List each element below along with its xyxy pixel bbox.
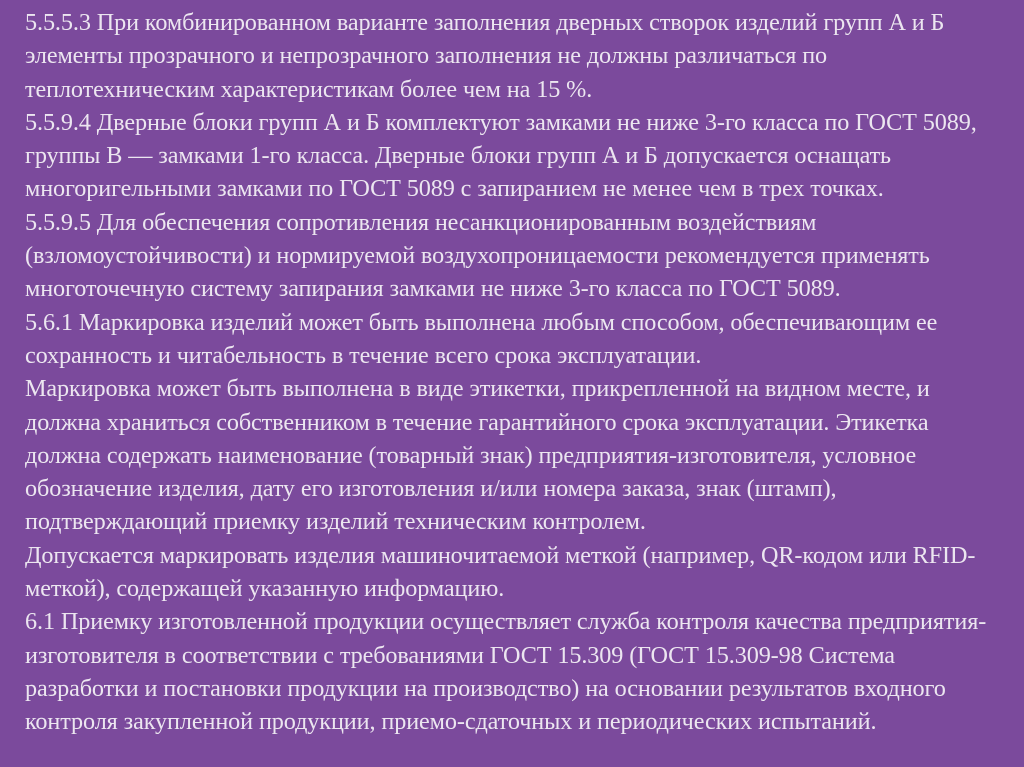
paragraph-5-5-9-4: 5.5.9.4 Дверные блоки групп А и Б комплектуют замками не ниже 3-го класса по ГОСТ 5089, группы В — замками 1-го класса. Дверные блоки групп А и Б допускается оснащать многоригельными замками по ГОСТ 5089 с запиранием не менее чем в трех точках. <box>25 108 977 203</box>
paragraph-6-1: 6.1 Приемку изготовленной продукции осуществляет служба контроля качества предприятия-изготовителя в соответствии с требованиями ГОСТ 15.309 (ГОСТ 15.309-98 Система разработки и постановки продукции на производство) на основании результатов входного контроля закупленной продукции, приемо-сдаточных и периодических испытаний. <box>25 608 987 736</box>
paragraph-marking-label: Маркировка может быть выполнена в виде этикетки, прикрепленной на видном месте, и должна храниться собственником в течение гарантийного срока эксплуатации. Этикетка должна содержать наименование (товарный знак) предприятия-изготовителя, условное обозначение изделия, дату его изготовления и/или номера заказа, знак (штамп), подтверждающий приемку изделий техническим контролем. <box>25 375 930 536</box>
paragraph-machine-readable-tag: Допускается маркировать изделия машиночитаемой меткой (например, QR-кодом или RFID-меткой), содержащей указанную информацию. <box>25 541 976 603</box>
paragraph-5-5-5-3: 5.5.5.3 При комбинированном варианте заполнения дверных створок изделий групп А и Б элементы прозрачного и непрозрачного заполнения не должны различаться по теплотехническим характеристикам более чем на 15 %. <box>25 9 945 103</box>
paragraph-5-6-1: 5.6.1 Маркировка изделий может быть выполнена любым способом, обеспечивающим ее сохранность и читабельность в течение всего срока эксплуатации. <box>25 308 938 369</box>
paragraph-5-5-9-5: 5.5.9.5 Для обеспечения сопротивления несанкционированным воздействиям (взломоустойчивости) и нормируемой воздухопроницаемости рекомендуется применять многоточечную систему запирания замками не ниже 3-го класса по ГОСТ 5089. <box>25 208 930 303</box>
document-text-block <box>25 6 1010 739</box>
